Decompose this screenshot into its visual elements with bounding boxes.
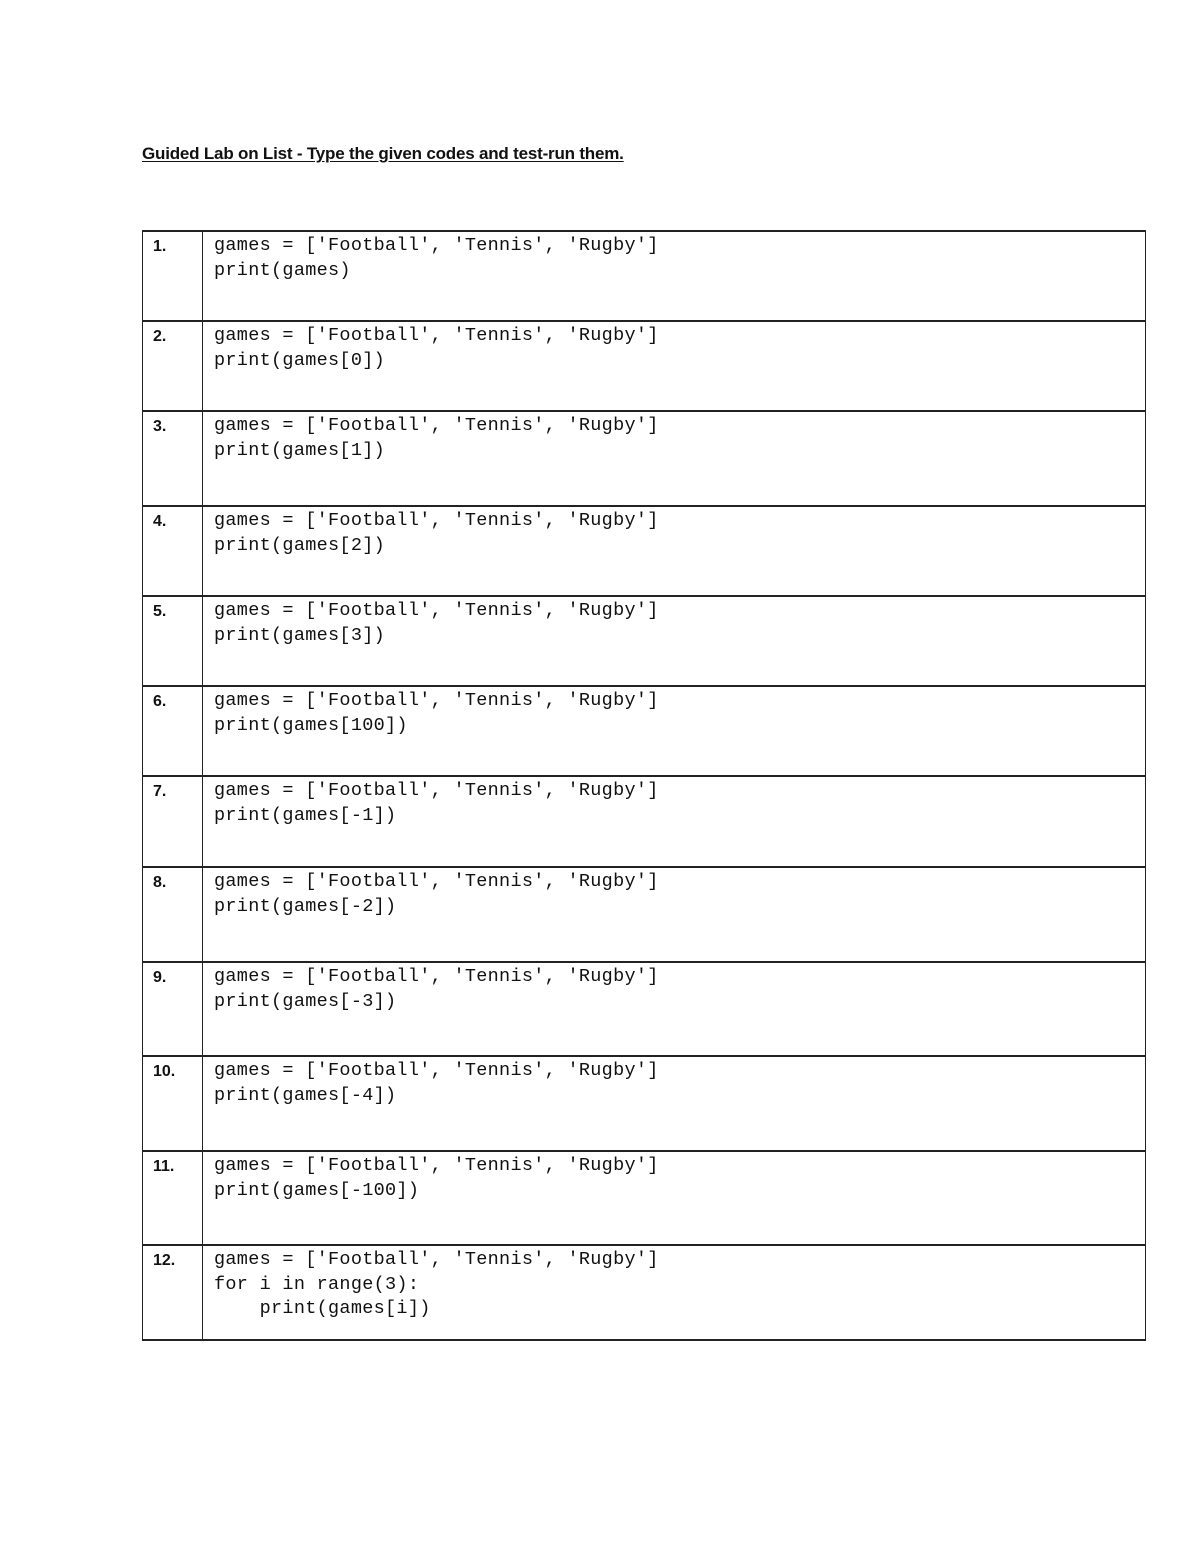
code-line: games = ['Football', 'Tennis', 'Rugby'] (214, 600, 659, 621)
exercise-row (143, 596, 1146, 686)
code-line: games = ['Football', 'Tennis', 'Rugby'] (214, 1249, 659, 1270)
exercise-row (143, 867, 1146, 962)
exercise-row (143, 1245, 1146, 1340)
code-block (203, 1056, 1146, 1151)
exercise-row (143, 1056, 1146, 1151)
exercise-number: 2. (143, 321, 203, 411)
exercise-number: 7. (143, 776, 203, 867)
code-line: print(games[-2]) (214, 895, 397, 917)
exercise-number: 1. (143, 231, 203, 321)
page-title: Guided Lab on List - Type the given codes and test-run them. (142, 144, 624, 163)
code-block (203, 962, 1146, 1056)
code-block (203, 506, 1146, 596)
code-line: games = ['Football', 'Tennis', 'Rugby'] (214, 1060, 659, 1081)
code-block (203, 321, 1146, 411)
code-line: games = ['Football', 'Tennis', 'Rugby'] (214, 510, 659, 531)
exercise-table-body (143, 231, 1146, 1340)
code-line: games = ['Football', 'Tennis', 'Rugby'] (214, 871, 659, 892)
exercise-number: 12. (143, 1245, 203, 1340)
code-line: print(games[i]) (214, 1298, 431, 1319)
code-line: games = ['Football', 'Tennis', 'Rugby'] (214, 780, 659, 801)
code-line: games = ['Football', 'Tennis', 'Rugby'] (214, 966, 659, 987)
exercise-number: 8. (143, 867, 203, 962)
exercise-row (143, 962, 1146, 1056)
exercise-row (143, 506, 1146, 596)
code-block (203, 231, 1146, 321)
code-block (203, 596, 1146, 686)
code-line: games = ['Football', 'Tennis', 'Rugby'] (214, 1155, 659, 1176)
code-block (203, 776, 1146, 867)
code-line: print(games[3]) (214, 624, 386, 646)
code-line: games = ['Football', 'Tennis', 'Rugby'] (214, 325, 659, 346)
exercise-row (143, 1151, 1146, 1245)
code-block (203, 411, 1146, 506)
code-block (203, 867, 1146, 962)
code-line: print(games[100]) (214, 714, 408, 736)
code-line: games = ['Football', 'Tennis', 'Rugby'] (214, 690, 659, 711)
exercise-number: 9. (143, 962, 203, 1056)
exercise-row (143, 231, 1146, 321)
code-line: print(games[-100]) (214, 1179, 420, 1201)
exercise-row (143, 776, 1146, 867)
code-line: print(games[-4]) (214, 1084, 397, 1106)
code-block (203, 1151, 1146, 1245)
code-line: games = ['Football', 'Tennis', 'Rugby'] (214, 415, 659, 436)
code-line: print(games[-3]) (214, 990, 397, 1012)
code-line: for i in range(3): (214, 1273, 420, 1295)
exercise-table (142, 230, 1146, 1341)
code-block (203, 1245, 1146, 1340)
code-line: print(games) (214, 259, 351, 281)
exercise-row (143, 686, 1146, 776)
exercise-number: 11. (143, 1151, 203, 1245)
exercise-number: 6. (143, 686, 203, 776)
exercise-number: 4. (143, 506, 203, 596)
exercise-row (143, 321, 1146, 411)
code-line: print(games[-1]) (214, 804, 397, 826)
code-line: print(games[0]) (214, 349, 386, 371)
exercise-number: 5. (143, 596, 203, 686)
code-block (203, 686, 1146, 776)
exercise-row (143, 411, 1146, 506)
code-line: games = ['Football', 'Tennis', 'Rugby'] (214, 235, 659, 256)
code-line: print(games[1]) (214, 439, 386, 461)
exercise-number: 10. (143, 1056, 203, 1151)
code-line: print(games[2]) (214, 534, 386, 556)
exercise-number: 3. (143, 411, 203, 506)
